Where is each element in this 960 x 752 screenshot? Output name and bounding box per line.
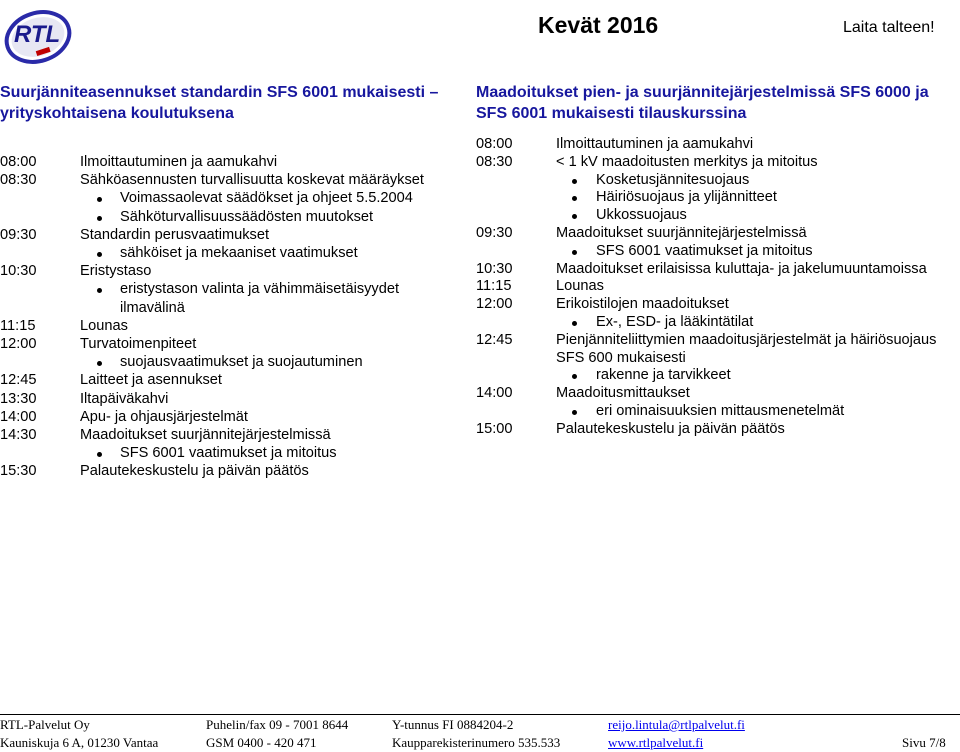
right-course-title: Maadoitukset pien- ja suurjännitejärjestelmissä SFS 6000 ja SFS 6001 mukaisesti tilauskurssina (476, 84, 929, 122)
schedule-time: 08:30 (476, 153, 513, 170)
bullet-icon (572, 214, 577, 219)
schedule-item: Maadoitukset suurjännitejärjestelmissä (556, 225, 807, 241)
schedule-item: ilmavälinä (120, 299, 185, 316)
footer-page-number: Sivu 7/8 (902, 735, 946, 750)
schedule-time: 09:30 (0, 226, 37, 243)
left-course-title: Suurjänniteasennukset standardin SFS 6001 mukaisesti – yrityskohtaisena koulutuksena (0, 84, 439, 122)
schedule-item: Maadoitukset erilaisissa kuluttaja- ja jakelumuuntamoissa (556, 260, 927, 277)
schedule-subitem: sähköiset ja mekaaniset vaatimukset (120, 245, 358, 261)
schedule-subitem: Ex-, ESD- ja lääkintätilat (596, 314, 754, 330)
bullet-icon (572, 374, 577, 379)
schedule-subitem: SFS 6001 vaatimukset ja mitoitus (596, 242, 813, 259)
bullet-icon (97, 361, 102, 366)
schedule-item: < 1 kV maadoitusten merkitys ja mitoitus (556, 153, 818, 170)
schedule-time: 10:30 (0, 263, 37, 280)
schedule-subitem: rakenne ja tarvikkeet (596, 367, 731, 384)
header-note: Laita talteen! (843, 19, 935, 36)
schedule-item: Pienjänniteliittymien maadoitusjärjestelmät ja häiriösuojaus (556, 331, 937, 348)
footer-ytunnus: Y-tunnus FI 0884204-2 (392, 717, 514, 732)
schedule-time: 09:30 (476, 225, 513, 241)
bullet-icon (97, 452, 102, 457)
footer-company: RTL-Palvelut Oy (0, 717, 90, 732)
schedule-time: 08:00 (476, 136, 513, 152)
bullet-icon (97, 252, 102, 257)
schedule-item: Apu- ja ohjausjärjestelmät (80, 408, 248, 425)
footer-phone: Puhelin/fax 09 - 7001 8644 (206, 717, 349, 732)
schedule-item: Palautekeskustelu ja päivän päätös (80, 463, 309, 480)
page-header-title: Kevät 2016 (538, 12, 659, 38)
schedule-item: Standardin perusvaatimukset (80, 226, 270, 243)
schedule-time: 14:00 (476, 385, 513, 402)
schedule-item: Ilmoittautuminen ja aamukahvi (556, 136, 754, 152)
schedule-time: 12:00 (476, 296, 513, 313)
schedule-subitem: Ukkossuojaus (596, 207, 687, 224)
schedule-item: Eristystaso (80, 263, 152, 280)
schedule-item: Sähköasennusten turvallisuutta koskevat määräykset (80, 172, 424, 189)
schedule-item: Iltapäiväkahvi (80, 390, 169, 407)
bullet-icon (572, 179, 577, 184)
bullet-icon (97, 216, 102, 221)
schedule-time: 11:15 (476, 278, 512, 295)
schedule-item: SFS 600 mukaisesti (556, 349, 686, 366)
schedule-item: Ilmoittautuminen ja aamukahvi (80, 154, 278, 170)
schedule-item: Erikoistilojen maadoitukset (556, 296, 729, 313)
footer-web-link[interactable]: www.rtlpalvelut.fi (608, 735, 704, 750)
footer (0, 714, 960, 752)
schedule-subitem: Sähköturvallisuussäädösten muutokset (120, 208, 374, 225)
bullet-icon (572, 410, 577, 415)
schedule-time: 10:30 (476, 260, 513, 277)
schedule-time: 11:15 (0, 317, 36, 334)
footer-gsm: GSM 0400 - 420 471 (206, 735, 317, 750)
schedule-time: 12:45 (476, 331, 513, 348)
schedule-item: Lounas (556, 278, 604, 295)
schedule-time: 14:00 (0, 408, 37, 425)
schedule-subitem: Häiriösuojaus ja ylijännitteet (596, 189, 777, 206)
schedule-time: 12:00 (0, 336, 37, 352)
footer-address: Kauniskuja 6 A, 01230 Vantaa (0, 735, 159, 750)
schedule-subitem: eristystason valinta ja vähimmäisetäisyydet (120, 281, 400, 298)
footer-divider (0, 714, 960, 715)
schedule-subitem: suojausvaatimukset ja suojautuminen (120, 354, 363, 371)
schedule-subitem: Kosketusjännitesuojaus (596, 171, 750, 188)
footer-kaupparekisteri: Kaupparekisterinumero 535.533 (392, 735, 561, 750)
schedule-subitem: SFS 6001 vaatimukset ja mitoitus (120, 445, 337, 462)
bullet-icon (97, 288, 102, 293)
logo-text: RTL (14, 21, 61, 48)
bullet-icon (97, 197, 102, 202)
schedule-time: 13:30 (0, 390, 37, 407)
schedule-time: 15:00 (476, 420, 513, 437)
schedule-time: 08:30 (0, 172, 37, 189)
schedule-item: Maadoitukset suurjännitejärjestelmissä (80, 427, 331, 443)
schedule-time: 14:30 (0, 427, 37, 443)
rtl-logo (2, 4, 72, 66)
bullet-icon (572, 321, 577, 326)
schedule-item: Palautekeskustelu ja päivän päätös (556, 420, 785, 437)
bullet-icon (572, 196, 577, 201)
schedule-item: Maadoitusmittaukset (556, 385, 690, 402)
schedule-time: 08:00 (0, 154, 37, 170)
schedule-item: Laitteet ja asennukset (80, 372, 222, 389)
footer-email-link[interactable]: reijo.lintula@rtlpalvelut.fi (608, 717, 745, 732)
schedule-time: 15:30 (0, 463, 37, 480)
schedule-time: 12:45 (0, 372, 37, 389)
bullet-icon (572, 250, 577, 255)
schedule-item: Turvatoimenpiteet (80, 336, 197, 352)
schedule-subitem: eri ominaisuuksien mittausmenetelmät (596, 403, 845, 419)
schedule-item: Lounas (80, 317, 128, 334)
schedule-subitem: Voimassaolevat säädökset ja ohjeet 5.5.2004 (120, 190, 413, 207)
